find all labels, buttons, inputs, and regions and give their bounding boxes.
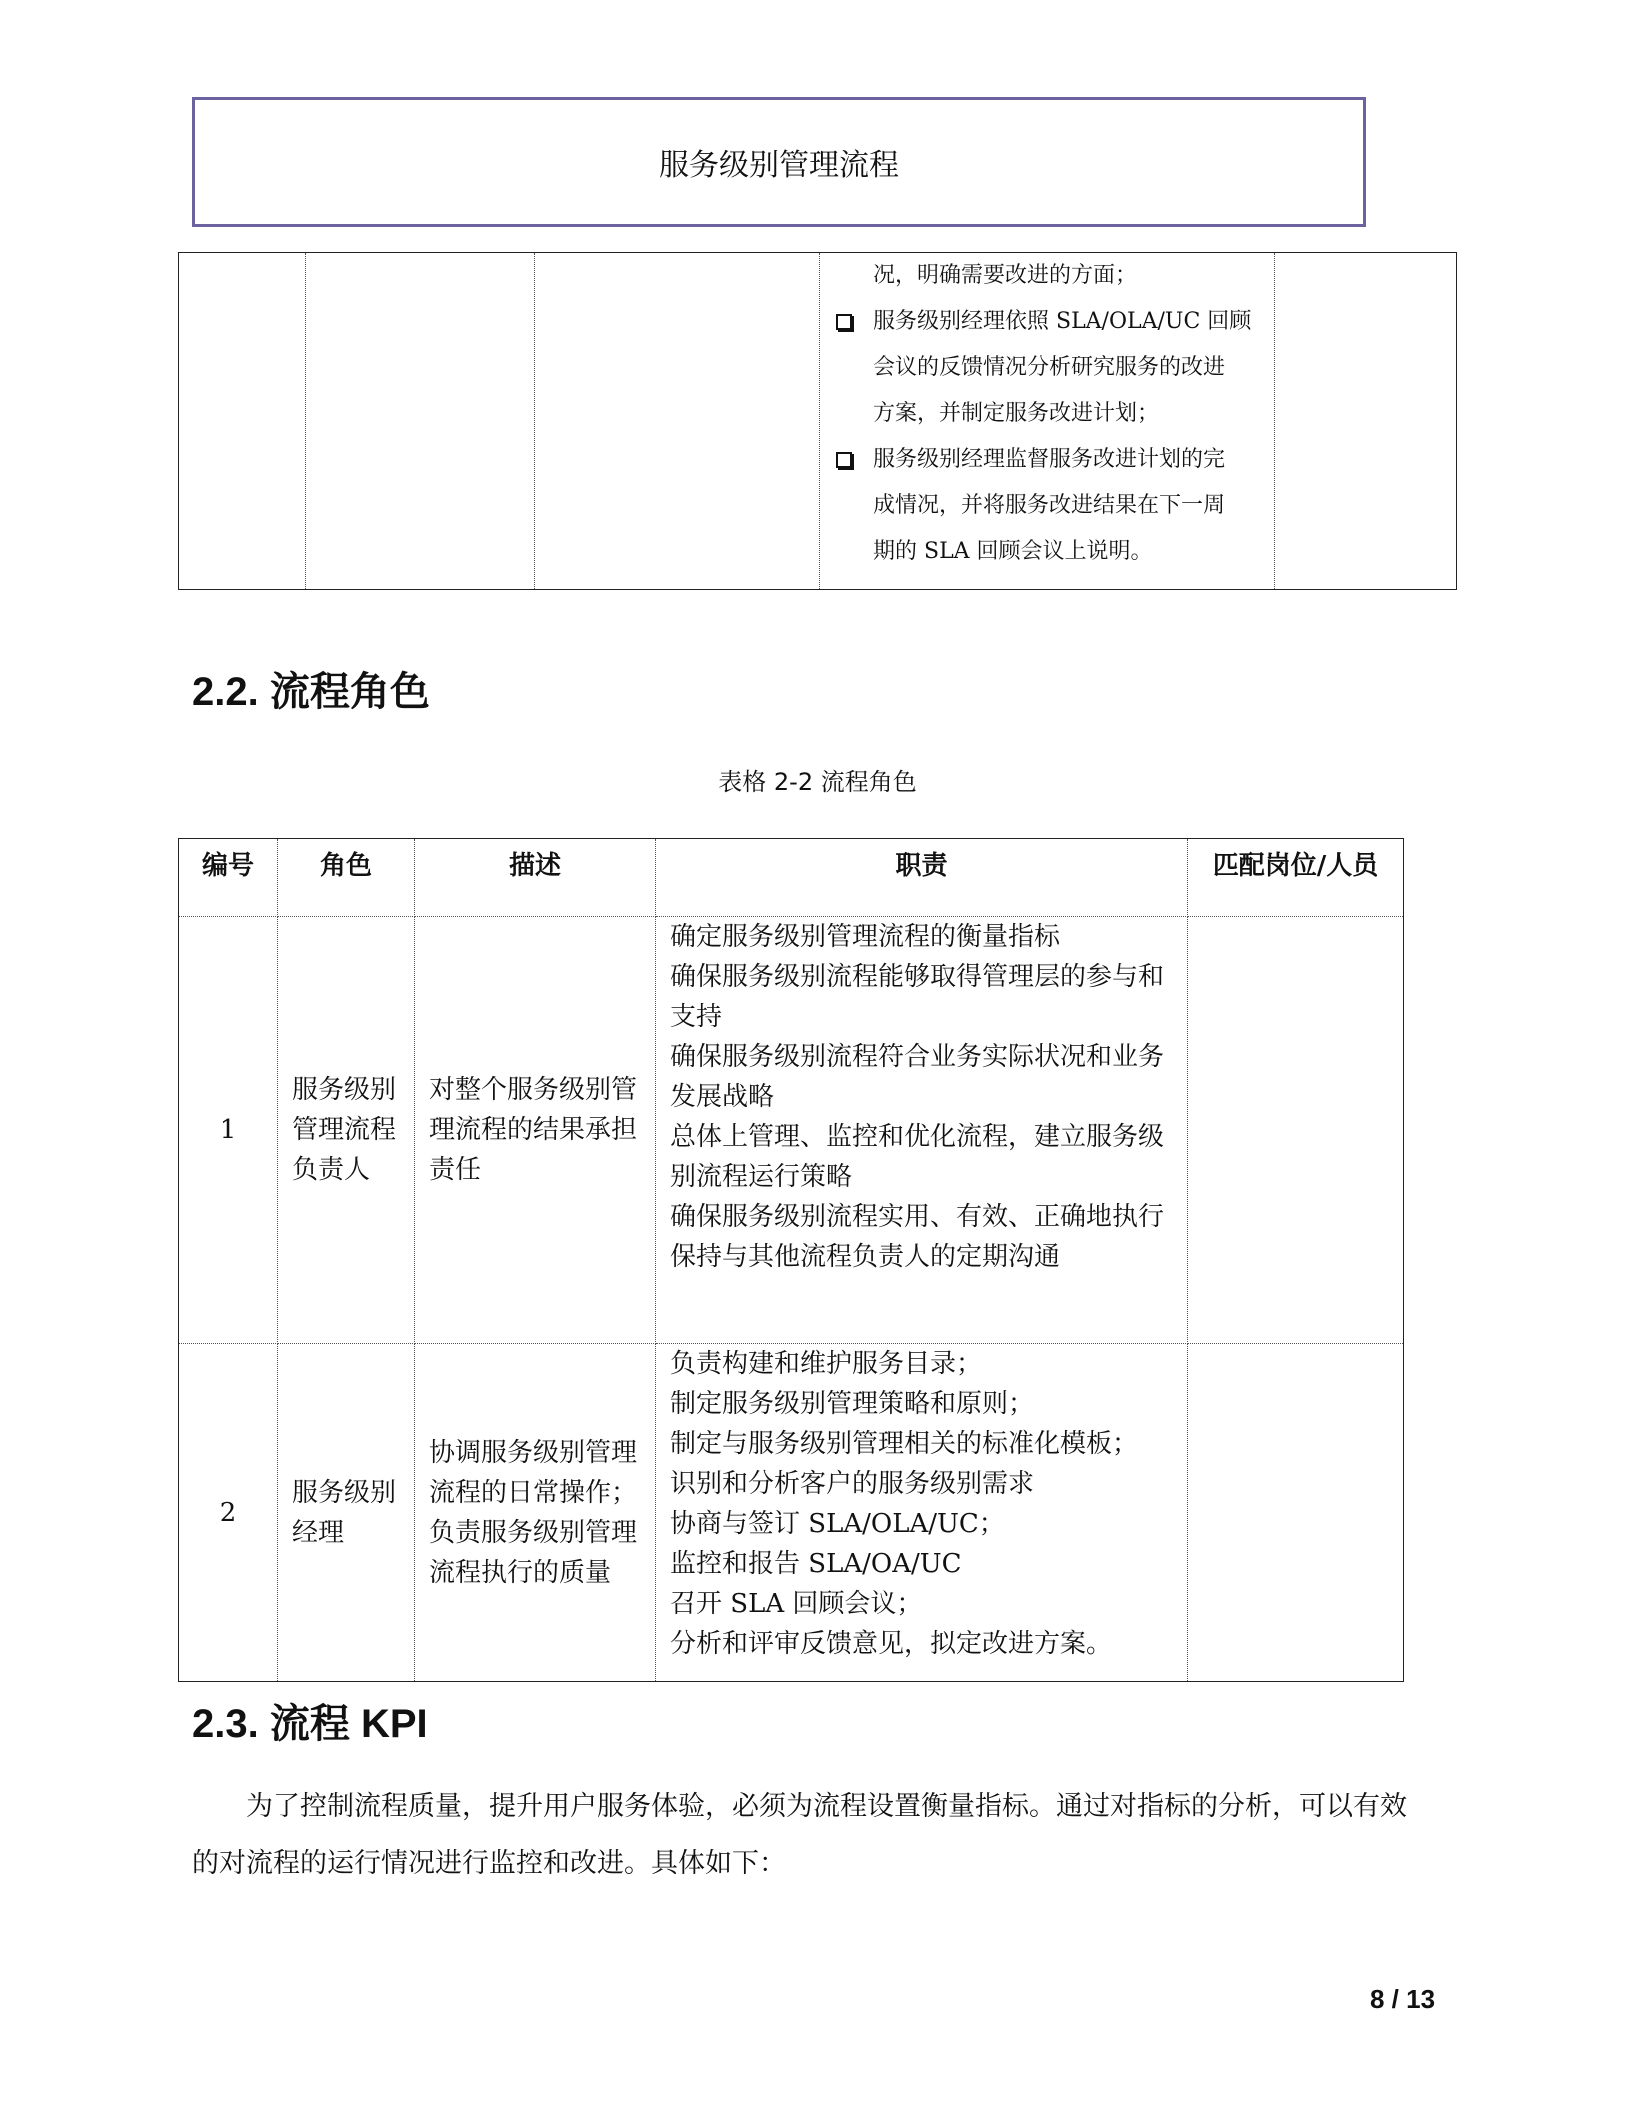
duty-item: 协商与签订 SLA/OLA/UC；	[670, 1509, 1005, 1539]
row-number: 2	[179, 1344, 278, 1682]
role-cell: 服务级别经理	[278, 1344, 415, 1682]
section-heading-roles: 2.2. 流程角色	[192, 670, 430, 714]
list-line-text: 服务级别经理监督服务改进计划的完	[873, 447, 1226, 472]
duties-cell	[656, 917, 1188, 1344]
list-line-text: 方案，并制定服务改进计划；	[873, 401, 1160, 426]
duty-item: 确保服务级别流程符合业务实际状况和业务发展战略	[670, 1042, 1165, 1112]
duty-item: 监控和报告 SLA/OA/UC	[670, 1549, 962, 1579]
duty-item: 保持与其他流程负责人的定期沟通	[670, 1242, 1061, 1272]
duty-item: 确保服务级别流程实用、有效、正确地执行	[670, 1202, 1165, 1232]
description-cell: 协调服务级别管理流程的日常操作；负责服务级别管理流程执行的质量	[415, 1344, 656, 1682]
column-header: 职责	[656, 839, 1188, 917]
table-cell	[1275, 253, 1457, 590]
section-heading-kpi: 2.3. 流程 KPI	[192, 1702, 428, 1746]
column-header: 编号	[179, 839, 278, 917]
role-cell: 服务级别管理流程负责人	[278, 917, 415, 1344]
column-header: 描述	[415, 839, 656, 917]
continued-process-table	[178, 252, 1457, 590]
duty-item: 召开 SLA 回顾会议；	[670, 1589, 923, 1619]
kpi-intro-paragraph: 为了控制流程质量，提升用户服务体验，必须为流程设置衡量指标。通过对指标的分析，可以有效的对流程的运行情况进行监控和改进。具体如下：	[192, 1791, 1407, 1879]
duty-item: 识别和分析客户的服务级别需求	[670, 1469, 1035, 1499]
list-line-text: 成情况，并将服务改进结果在下一周	[873, 493, 1226, 518]
duty-item: 确定服务级别管理流程的衡量指标	[670, 922, 1061, 952]
duty-item: 分析和评审反馈意见，拟定改进方案。	[670, 1629, 1113, 1659]
list-line-text: 服务级别经理依照 SLA/OLA/UC 回顾	[873, 309, 1252, 334]
list-line	[820, 345, 1274, 391]
list-line-text: 会议的反馈情况分析研究服务的改进	[873, 355, 1226, 380]
duty-item: 确保服务级别流程能够取得管理层的参与和支持	[670, 962, 1165, 1032]
duty-item: 负责构建和维护服务目录；	[670, 1349, 983, 1379]
table-cell	[306, 253, 535, 590]
page-number: 8 / 13	[1370, 1984, 1436, 2014]
activity-cell	[820, 253, 1275, 590]
table-header-row	[179, 839, 1404, 917]
table-caption: 表格 2-2 流程角色	[718, 768, 917, 796]
column-header: 匹配岗位/人员	[1188, 839, 1404, 917]
duty-item: 制定与服务级别管理相关的标准化模板；	[670, 1429, 1139, 1459]
table-cell	[535, 253, 820, 590]
checkbox-bullet-icon	[836, 452, 852, 468]
description-cell: 对整个服务级别管理流程的结果承担责任	[415, 917, 656, 1344]
duty-item: 制定服务级别管理策略和原则；	[670, 1389, 1035, 1419]
roles-table	[178, 838, 1404, 1682]
list-line	[820, 391, 1274, 437]
list-line	[820, 529, 1274, 575]
list-line-text: 况，明确需要改进的方面；	[873, 263, 1138, 288]
match-cell	[1188, 917, 1404, 1344]
match-cell	[1188, 1344, 1404, 1682]
column-header: 角色	[278, 839, 415, 917]
checkbox-bullet-icon	[836, 314, 852, 330]
duties-cell	[656, 1344, 1188, 1682]
table-row	[179, 917, 1404, 1344]
duty-item: 总体上管理、监控和优化流程，建立服务级别流程运行策略	[670, 1122, 1165, 1192]
list-line	[820, 483, 1274, 529]
table-row	[179, 1344, 1404, 1682]
list-line	[820, 253, 1274, 299]
page-header-title: 服务级别管理流程	[659, 148, 899, 183]
list-line-text: 期的 SLA 回顾会议上说明。	[873, 539, 1153, 564]
list-line	[820, 299, 1274, 345]
row-number: 1	[179, 917, 278, 1344]
table-cell	[179, 253, 306, 590]
list-line	[820, 437, 1274, 483]
